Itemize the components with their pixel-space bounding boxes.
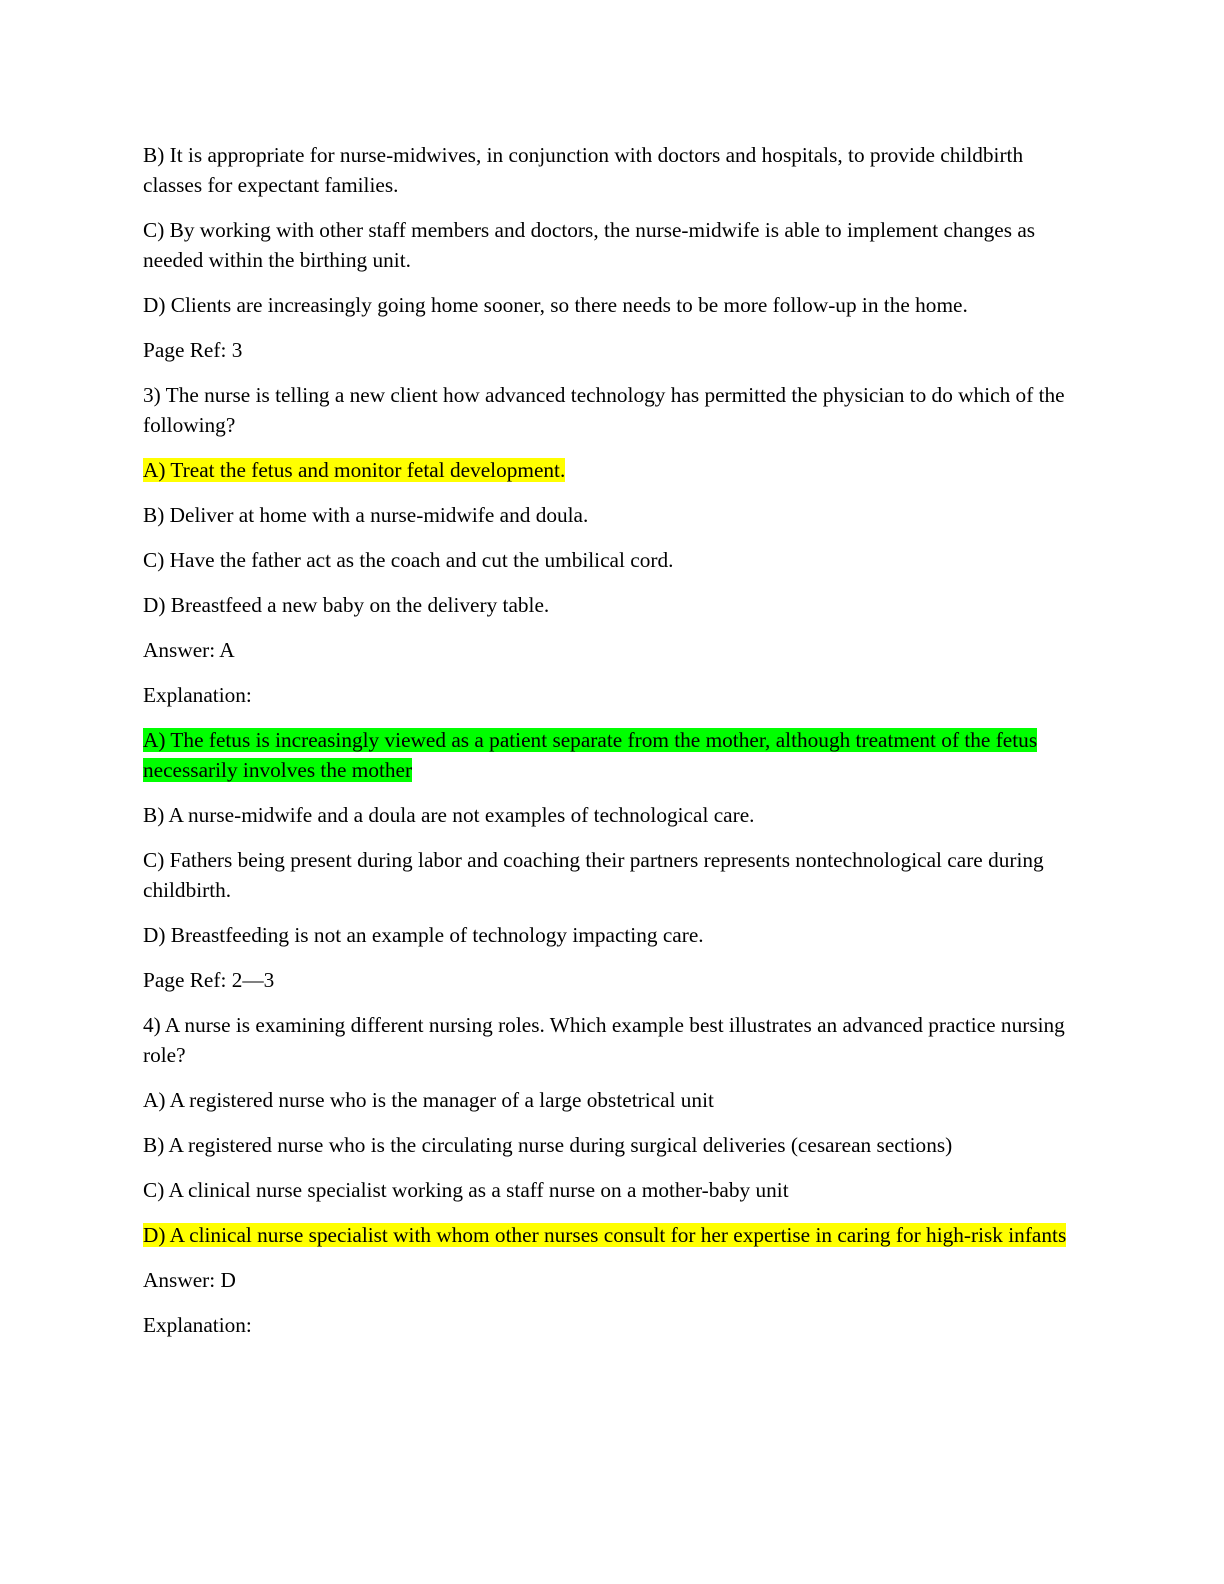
explanation-c-q3 [143, 845, 1083, 905]
explanation-b-q3-text: B) A nurse-midwife and a doula are not examples of technological care. [143, 803, 755, 827]
explanation-b-q3 [143, 800, 1083, 830]
answer-q4-text: Answer: D [143, 1268, 236, 1292]
explanation-label-q4 [143, 1310, 1083, 1340]
option-d-q3 [143, 590, 1083, 620]
option-b-q3-text: B) Deliver at home with a nurse-midwife and doula. [143, 503, 589, 527]
option-c-q4 [143, 1175, 1083, 1205]
explanation-a-q3-highlighted-text: A) The fetus is increasingly viewed as a patient separate from the mother, although treatment of the fetus necessarily involves the mother [143, 728, 1038, 782]
page-ref-q3 [143, 965, 1083, 995]
explanation-a-q3 [143, 725, 1083, 785]
option-d-q2-text: D) Clients are increasingly going home sooner, so there needs to be more follow-up in the home. [143, 293, 968, 317]
page-ref-q3-text: Page Ref: 2—3 [143, 968, 275, 992]
answer-q3 [143, 635, 1083, 665]
explanation-label-q3-text: Explanation: [143, 683, 252, 707]
question-4-text: 4) A nurse is examining different nursing roles. Which example best illustrates an advanced practice nursing role? [143, 1013, 1065, 1067]
option-c-q3-text: C) Have the father act as the coach and cut the umbilical cord. [143, 548, 674, 572]
page-ref-q2-text: Page Ref: 3 [143, 338, 243, 362]
question-3-text: 3) The nurse is telling a new client how advanced technology has permitted the physician to do which of the following? [143, 383, 1065, 437]
option-b-q3 [143, 500, 1083, 530]
option-c-q3 [143, 545, 1083, 575]
explanation-c-q3-text: C) Fathers being present during labor and coaching their partners represents nontechnological care during childbirth. [143, 848, 1044, 902]
page-ref-q2 [143, 335, 1083, 365]
option-a-q3 [143, 455, 1083, 485]
option-b-q4 [143, 1130, 1083, 1160]
explanation-d-q3 [143, 920, 1083, 950]
option-b-q2 [143, 140, 1083, 200]
explanation-label-q4-text: Explanation: [143, 1313, 252, 1337]
option-c-q2 [143, 215, 1083, 275]
question-4 [143, 1010, 1083, 1070]
option-d-q2 [143, 290, 1083, 320]
option-c-q2-text: C) By working with other staff members and doctors, the nurse-midwife is able to implement changes as needed within the birthing unit. [143, 218, 1036, 272]
option-a-q4-text: A) A registered nurse who is the manager of a large obstetrical unit [143, 1088, 714, 1112]
answer-q3-text: Answer: A [143, 638, 235, 662]
option-a-q3-highlighted-text: A) Treat the fetus and monitor fetal development. [143, 458, 566, 482]
option-d-q4-highlighted-text: D) A clinical nurse specialist with whom other nurses consult for her expertise in caring for high-risk infants [143, 1223, 1067, 1247]
option-b-q4-text: B) A registered nurse who is the circulating nurse during surgical deliveries (cesarean sections) [143, 1133, 953, 1157]
question-3 [143, 380, 1083, 440]
explanation-label-q3 [143, 680, 1083, 710]
option-c-q4-text: C) A clinical nurse specialist working as a staff nurse on a mother-baby unit [143, 1178, 789, 1202]
option-d-q4 [143, 1220, 1083, 1250]
document-page [143, 140, 1083, 1355]
option-d-q3-text: D) Breastfeed a new baby on the delivery table. [143, 593, 550, 617]
option-a-q4 [143, 1085, 1083, 1115]
answer-q4 [143, 1265, 1083, 1295]
explanation-d-q3-text: D) Breastfeeding is not an example of technology impacting care. [143, 923, 704, 947]
option-b-q2-text: B) It is appropriate for nurse-midwives, in conjunction with doctors and hospitals, to provide childbirth classes for expectant families. [143, 143, 1024, 197]
